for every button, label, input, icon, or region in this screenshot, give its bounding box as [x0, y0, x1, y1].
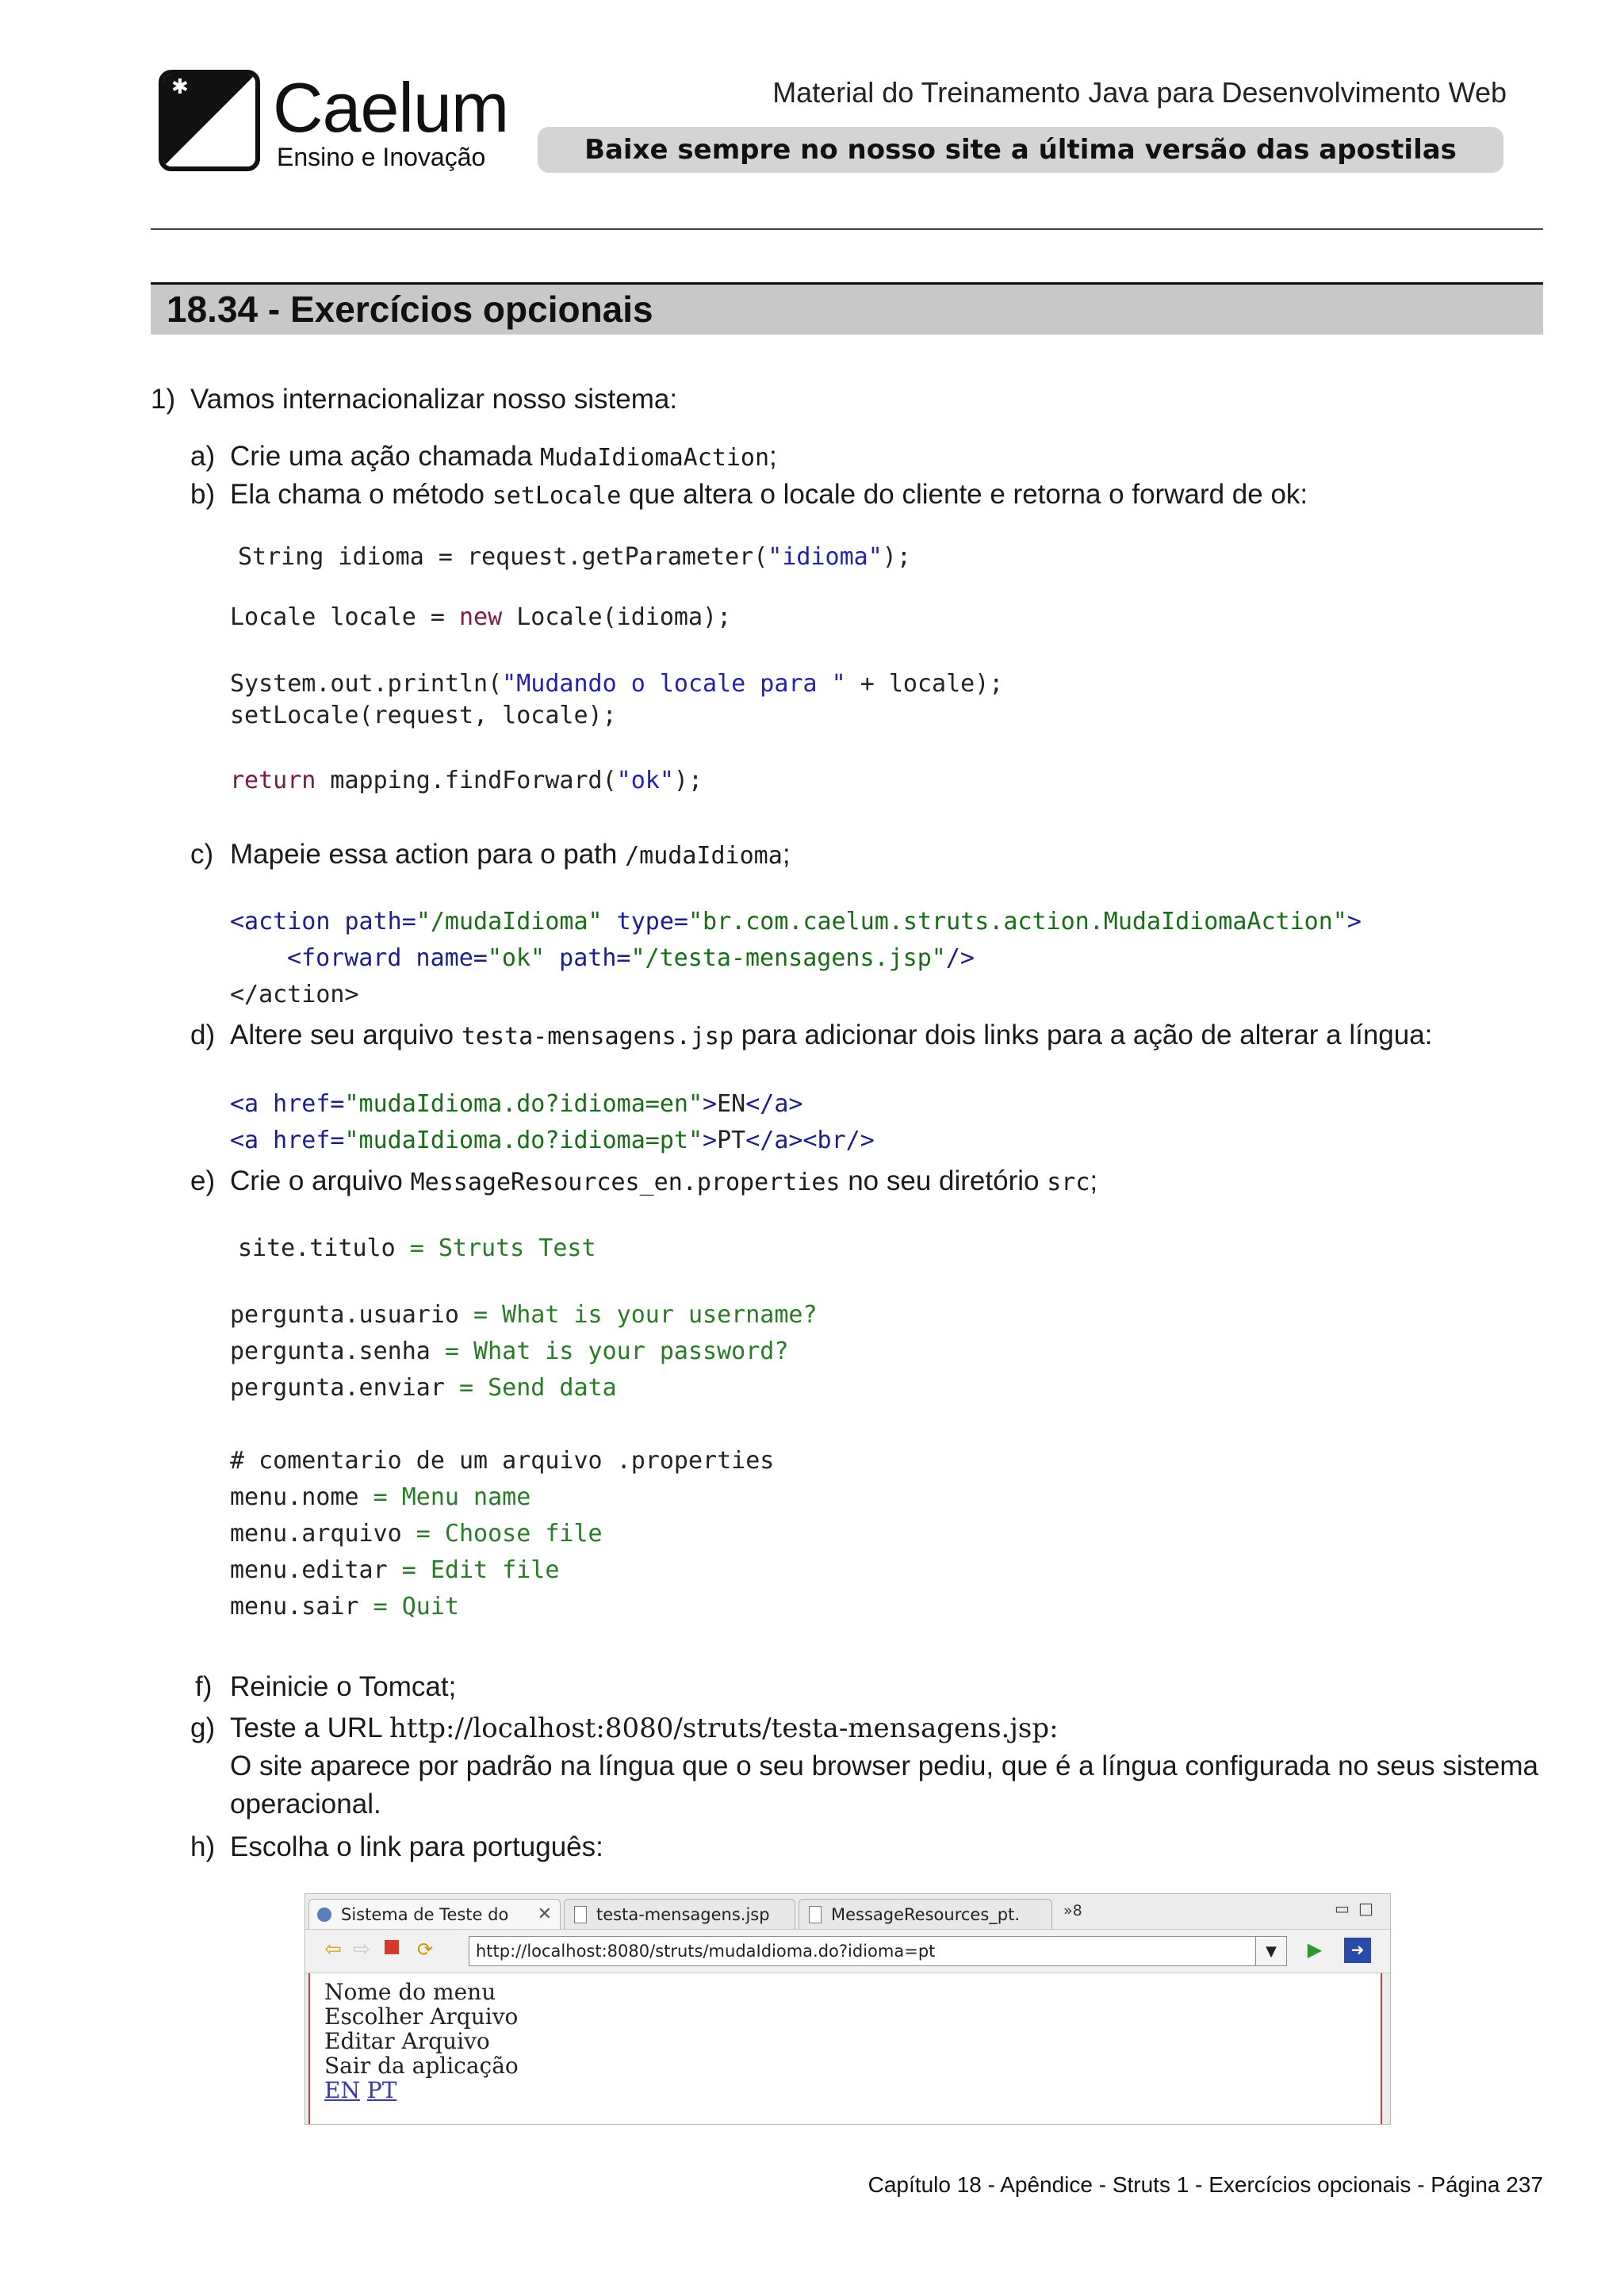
tab-label: MessageResources_pt.: [831, 1905, 1021, 1924]
sub-item-text: Crie o arquivo MessageResources_en.properties no seu diretório src;: [230, 1165, 1098, 1196]
code-comment: # comentario de um arquivo .properties: [230, 1447, 775, 1475]
sub-item-letter: g): [190, 1712, 216, 1743]
url-input[interactable]: [469, 1936, 1274, 1966]
brand-tagline: Ensino e Inovação: [277, 143, 486, 171]
sub-item-text: Ela chama o método setLocale que altera o locale do cliente e retorna o forward de ok:: [230, 479, 1308, 510]
download-banner: Baixe sempre no nosso site a última versão das apostilas: [538, 127, 1503, 173]
browser-page-content: [308, 1973, 1382, 2124]
code-line: </action>: [230, 981, 359, 1008]
code-line: site.titulo = Struts Test: [238, 1234, 596, 1262]
menu-line: Escolher Arquivo: [324, 2003, 519, 2030]
tab-testa-mensagens[interactable]: [564, 1899, 795, 1929]
sub-item-text: Crie uma ação chamada MudaIdiomaAction;: [230, 441, 777, 472]
sub-item-text: O site aparece por padrão na língua que o seu browser pediu, que é a língua configurada no seus sistema: [230, 1751, 1538, 1781]
forward-arrow-icon[interactable]: ⇨: [353, 1938, 370, 1961]
language-links: [324, 2078, 1366, 2103]
sub-item-text: operacional.: [230, 1789, 381, 1820]
sub-item-text: Reinicie o Tomcat;: [230, 1671, 457, 1702]
code-line: Locale locale = new Locale(idioma);: [230, 603, 732, 631]
minimize-icon[interactable]: ▭: [1335, 1899, 1350, 1918]
code-line: pergunta.usuario = What is your username?: [230, 1301, 818, 1329]
tab-label: Sistema de Teste do: [341, 1905, 509, 1924]
link-pt[interactable]: PT: [366, 2077, 397, 2103]
section-title: 18.34 - Exercícios opcionais: [167, 289, 653, 330]
list-item-number: 1): [151, 384, 176, 415]
code-line: String idioma = request.getParameter("idioma");: [238, 543, 911, 571]
sub-item-text: Altere seu arquivo testa-mensagens.jsp para adicionar dois links para a ação de alterar a língua:: [230, 1020, 1433, 1050]
code-line: return mapping.findForward("ok");: [230, 767, 703, 794]
maximize-icon[interactable]: □: [1358, 1899, 1373, 1918]
document-title: Material do Treinamento Java para Desenvolvimento Web: [772, 76, 1507, 109]
page-footer: Capítulo 18 - Apêndice - Struts 1 - Exercícios opcionais - Página 237: [868, 2172, 1543, 2197]
code-line: <a href="mudaIdioma.do?idioma=pt">PT</a><br/>: [230, 1127, 875, 1154]
header-divider: [151, 228, 1543, 230]
chevron-down-icon[interactable]: ▼: [1255, 1936, 1287, 1966]
go-icon[interactable]: ▶: [1307, 1938, 1323, 1961]
sub-item-letter: b): [190, 479, 216, 510]
sub-item-letter: h): [190, 1831, 216, 1862]
sub-item-letter: f): [195, 1671, 213, 1702]
code-line: <action path="/mudaIdioma" type="br.com.caelum.struts.action.MudaIdiomaAction">: [230, 908, 1362, 936]
link-en[interactable]: EN: [324, 2077, 360, 2103]
sub-item-letter: a): [190, 441, 216, 472]
sub-item-text: Escolha o link para português:: [230, 1831, 603, 1862]
caelum-logo-icon: ✱: [159, 70, 260, 171]
menu-line: Nome do menu: [324, 1979, 496, 2005]
refresh-icon[interactable]: ⟳: [416, 1938, 434, 1961]
code-line: System.out.println("Mudando o locale para " + locale);: [230, 670, 1004, 698]
code-line: menu.nome = Menu name: [230, 1483, 531, 1511]
open-external-icon[interactable]: ➜: [1344, 1938, 1371, 1963]
tab-label: testa-mensagens.jsp: [596, 1905, 770, 1924]
sub-item-text: Mapeie essa action para o path /mudaIdioma;: [230, 839, 791, 870]
list-item-text: Vamos internacionalizar nosso sistema:: [190, 384, 678, 415]
sub-item-letter: e): [190, 1165, 216, 1196]
browser-screenshot: [304, 1893, 1391, 2125]
menu-line: Sair da aplicação: [324, 2053, 519, 2079]
sub-item-text: Teste a URL http://localhost:8080/struts/testa-mensagens.jsp:: [230, 1712, 1059, 1744]
code-line: pergunta.senha = What is your password?: [230, 1337, 789, 1365]
sub-item-letter: d): [190, 1020, 216, 1050]
code-line: menu.arquivo = Choose file: [230, 1520, 603, 1548]
brand-name: Caelum: [273, 68, 509, 147]
tab-message-resources[interactable]: [799, 1899, 1052, 1929]
close-icon[interactable]: ✕: [537, 1904, 552, 1924]
browser-toolbar: [305, 1929, 1390, 1973]
tab-sistema-de-teste[interactable]: [308, 1899, 561, 1929]
globe-icon: [317, 1908, 331, 1922]
menu-line: Editar Arquivo: [324, 2028, 490, 2054]
stop-icon[interactable]: [385, 1940, 399, 1954]
code-line: <forward name="ok" path="/testa-mensagens.jsp"/>: [287, 944, 975, 972]
sub-item-letter: c): [190, 839, 214, 870]
code-line: setLocale(request, locale);: [230, 702, 617, 729]
code-line: <a href="mudaIdioma.do?idioma=en">EN</a>: [230, 1090, 803, 1118]
file-icon: [809, 1906, 822, 1923]
code-line: menu.editar = Edit file: [230, 1556, 560, 1584]
tab-overflow-button[interactable]: »8: [1063, 1902, 1082, 1919]
code-line: pergunta.enviar = Send data: [230, 1374, 617, 1402]
file-icon: [574, 1906, 587, 1923]
back-arrow-icon[interactable]: ⇦: [324, 1938, 342, 1961]
code-line: menu.sair = Quit: [230, 1593, 459, 1621]
